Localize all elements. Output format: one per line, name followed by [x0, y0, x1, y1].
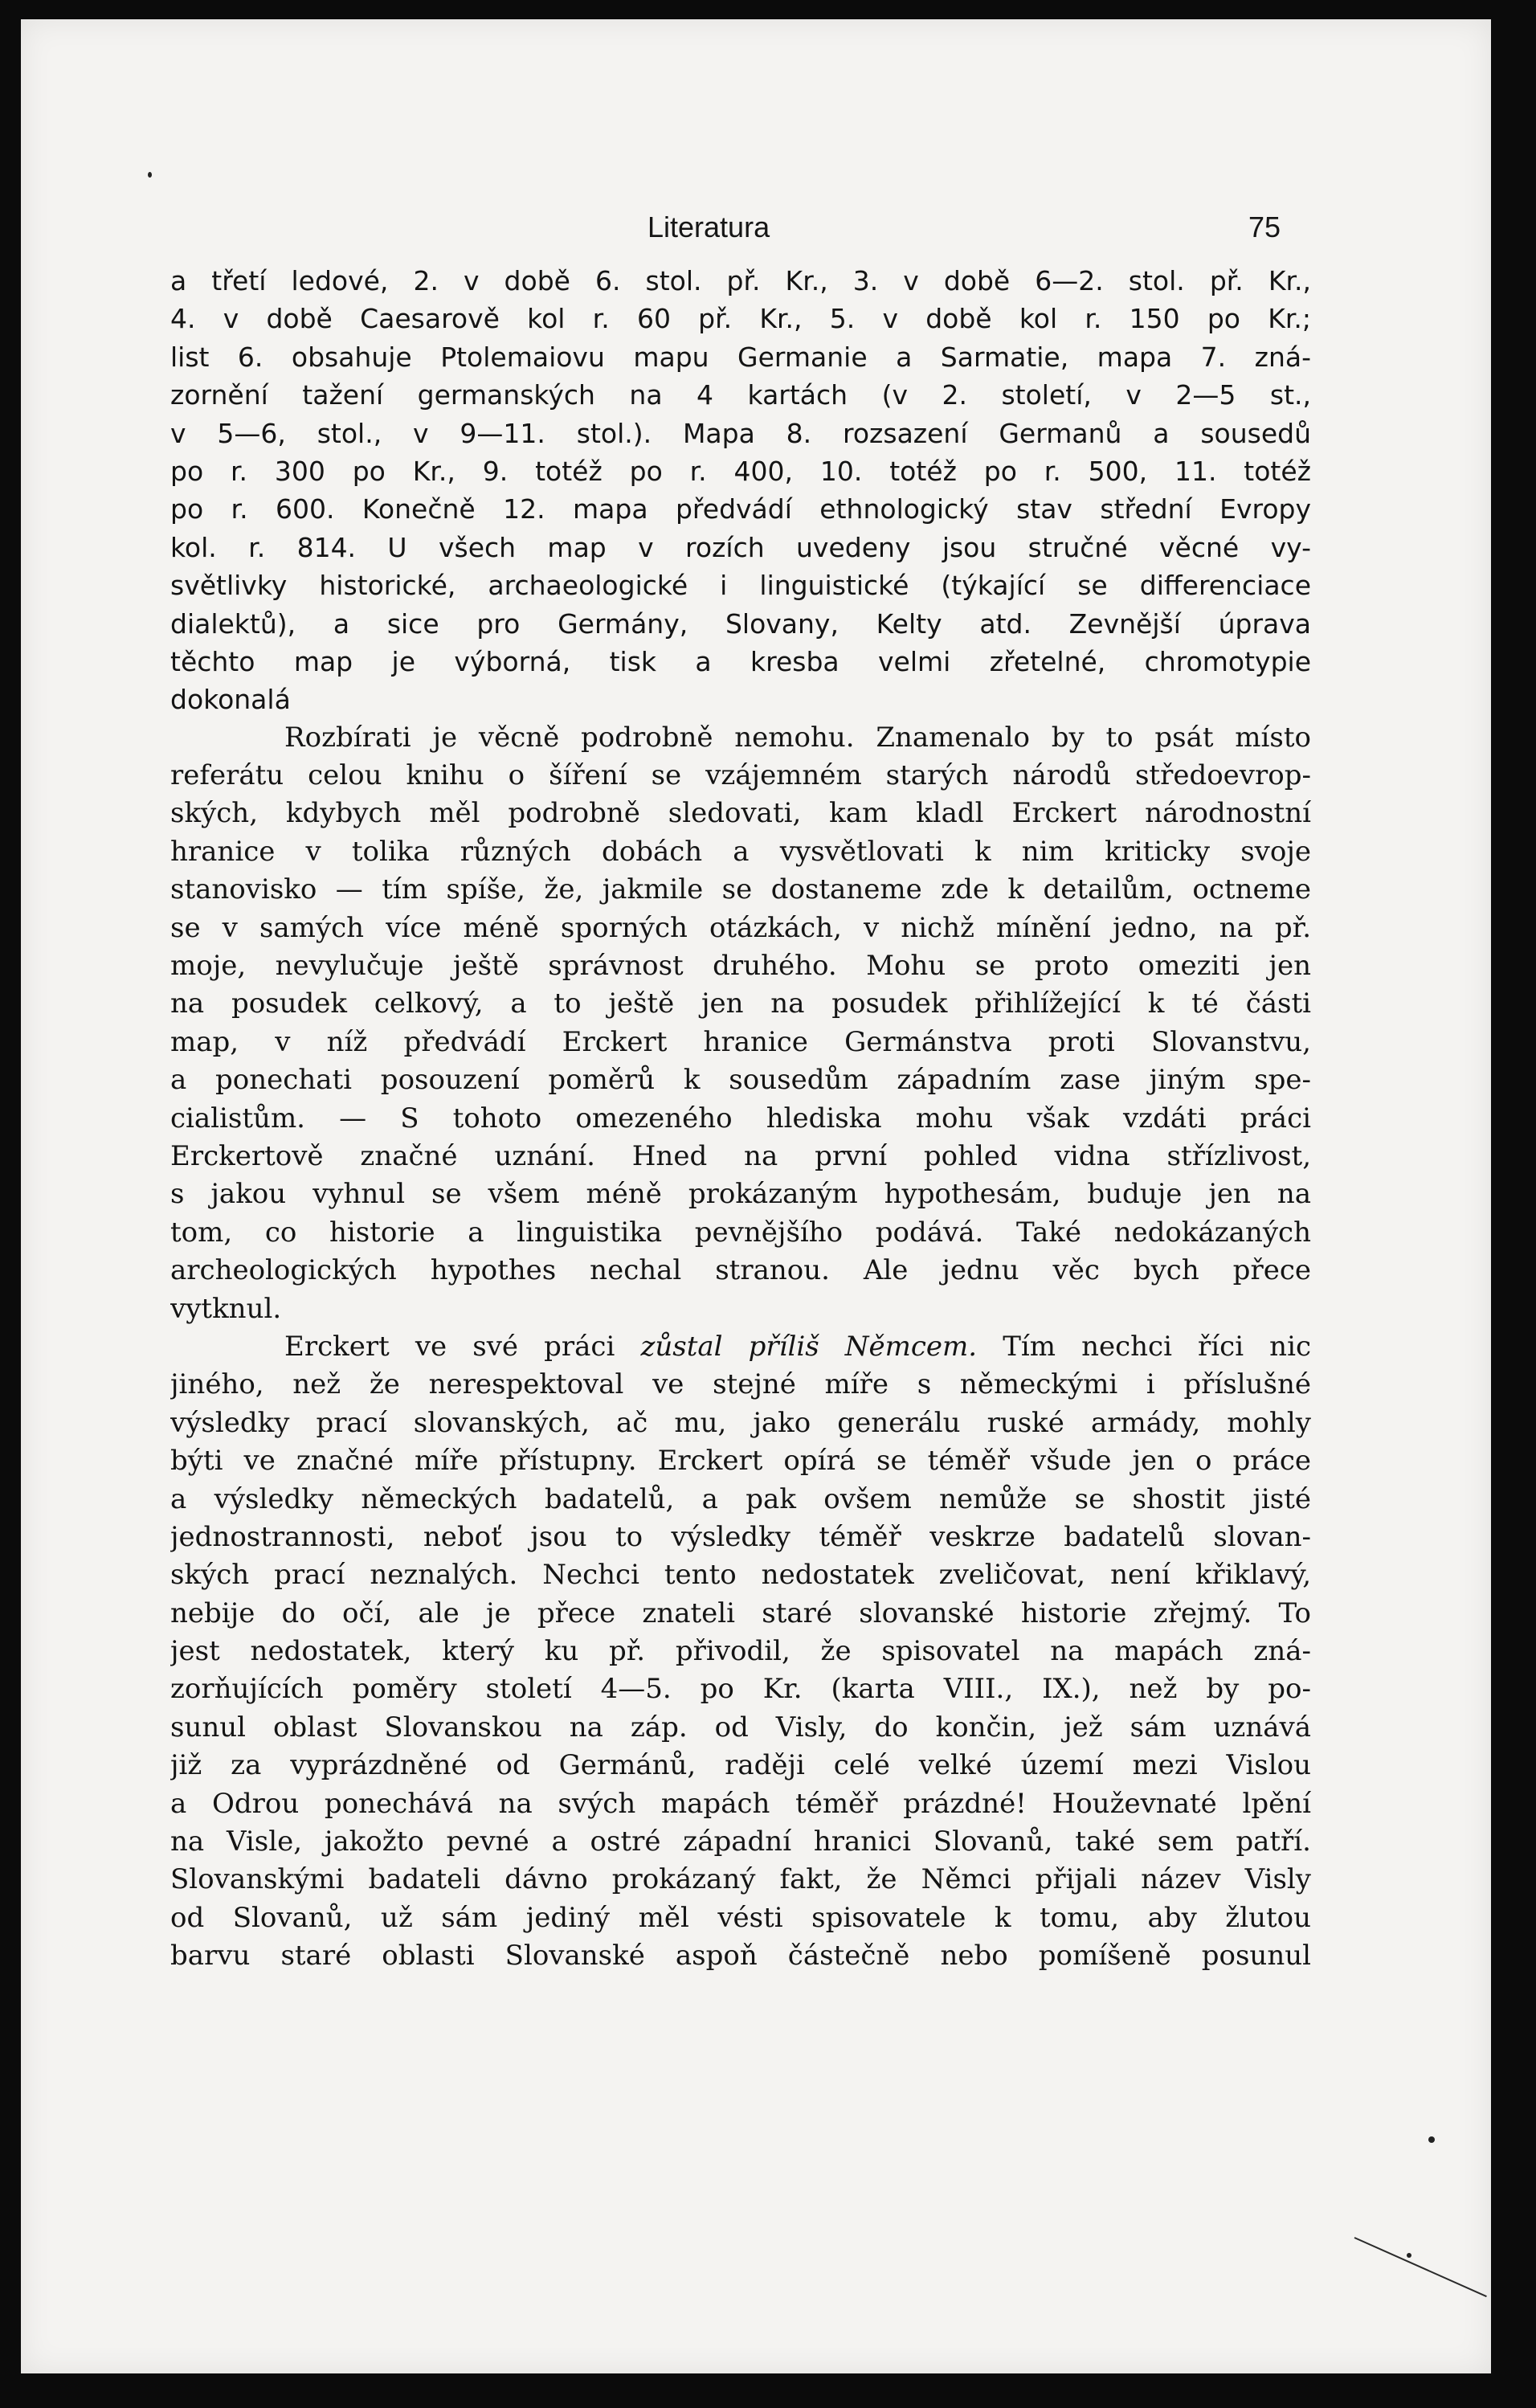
text-line: na Visle, jakožto pevné a ostré západní hranici Slovanů, také sem patří. — [170, 1825, 1311, 1858]
text-line: 4. v době Caesarově kol r. 60 př. Kr., 5. v době kol r. 150 po Kr.; — [170, 303, 1311, 335]
text-line: a výsledky německých badatelů, a pak ovšem nemůže se shostit jisté — [170, 1482, 1311, 1515]
text-line: po r. 600. Konečně 12. mapa předvádí ethnologický stav střední Evropy — [170, 493, 1311, 525]
text-line: Rozbírati je věcně podrobně nemohu. Znamenalo by to psát místo — [284, 721, 1311, 754]
text-line: jiného, než že nerespektoval ve stejné míře s německými i příslušné — [170, 1368, 1311, 1401]
text-line: moje, nevylučuje ještě správnost druhého. Mohu se proto omeziti jen — [170, 950, 1311, 983]
text-line: býti ve značné míře přístupny. Erckert opírá se téměř všude jen o práce — [170, 1445, 1311, 1478]
running-title: Literatura — [647, 211, 770, 243]
text-line: ských, kdybych měl podrobně sledovati, kam kladl Erckert národnostní — [170, 797, 1311, 830]
text-line: Erckertově značné uznání. Hned na první pohled vidna střízlivost, — [170, 1139, 1311, 1172]
scan-speck — [1407, 2253, 1411, 2258]
text-line: jednostrannosti, neboť jsou to výsledky téměř veskrze badatelů slovan- — [170, 1520, 1311, 1553]
scan-speck — [1428, 2136, 1435, 2143]
text-line: tom, co historie a linguistika pevnějšího podává. Také nedokázaných — [170, 1216, 1311, 1249]
text-line: sunul oblast Slovanskou na záp. od Visly, do končin, jež sám uznává — [170, 1711, 1311, 1744]
text-line: v 5—6, stol., v 9—11. stol.). Mapa 8. rozsazení Germanů a sousedů — [170, 417, 1311, 449]
text-line: barvu staré oblasti Slovanské aspoň částečně nebo pomíšeně posunul — [170, 1940, 1311, 1973]
text-line: po r. 300 po Kr., 9. totéž po r. 400, 10. totéž po r. 500, 11. totéž — [170, 455, 1311, 487]
text-fragment: Erckert ve své práci — [284, 1330, 615, 1363]
book-page — [21, 19, 1491, 2373]
text-line: ských prací neznalých. Nechci tento nedostatek zveličovat, není křiklavý, — [170, 1559, 1311, 1592]
text-line — [170, 1328, 1311, 1366]
text-line: list 6. obsahuje Ptolemaiovu mapu Germanie a Sarmatie, mapa 7. zná- — [170, 341, 1311, 373]
margin-pen-stroke — [1354, 2237, 1487, 2297]
text-line: stanovisko — tím spíše, že, jakmile se dostaneme zde k detailům, octneme — [170, 873, 1311, 906]
text-line: těchto map je výborná, tisk a kresba velmi zřetelné, chromotypie — [170, 645, 1311, 677]
page-number: 75 — [1248, 211, 1281, 243]
text-line: dialektů), a sice pro Germány, Slovany, Kelty atd. Zevnější úprava — [170, 607, 1311, 640]
text-line: výsledky prací slovanských, ač mu, jako generálu ruské armády, mohly — [170, 1406, 1311, 1439]
text-line: kol. r. 814. U všech map v rozích uvedeny jsou stručné věcné vy- — [170, 531, 1311, 563]
text-line: a třetí ledové, 2. v době 6. stol. př. Kr., 3. v době 6—2. stol. př. Kr., — [170, 265, 1311, 296]
text-line: s jakou vyhnul se všem méně prokázaným hypothesám, buduje jen na — [170, 1178, 1311, 1211]
text-line: referátu celou knihu o šíření se vzájemném starých národů středoevrop- — [170, 759, 1311, 792]
text-line: dokonalá — [170, 684, 291, 716]
text-line: zorňujících poměry století 4—5. po Kr. (karta VIII., IX.), než by po- — [170, 1673, 1311, 1706]
text-line: již za vyprázdněné od Germánů, raději celé velké území mezi Vislou — [170, 1749, 1311, 1782]
body-text — [170, 262, 1311, 1976]
text-line: map, v níž předvádí Erckert hranice Germánstva proti Slovanstvu, — [170, 1025, 1311, 1058]
scan-speck — [148, 172, 152, 178]
text-line: nebije do očí, ale je přece znateli staré slovanské historie zřejmý. To — [170, 1596, 1311, 1629]
text-line: se v samých více méně sporných otázkách, v nichž mínění jedno, na př. — [170, 911, 1311, 944]
text-line: archeologických hypothes nechal stranou. Ale jednu věc bych přece — [170, 1254, 1311, 1287]
text-line: hranice v tolika různých dobách a vysvětlovati k nim kriticky svoje — [170, 835, 1311, 868]
text-line: světlivky historické, archaeologické i linguistické (týkající se differenciace — [170, 570, 1311, 602]
text-fragment: Tím nechci říci nic — [1003, 1330, 1311, 1363]
text-line: Slovanskými badateli dávno prokázaný fakt, že Němci přijali název Visly — [170, 1863, 1311, 1896]
emphasized-phrase: zůstal příliš Němcem. — [640, 1330, 978, 1363]
page-header — [21, 211, 1491, 259]
text-line: od Slovanů, už sám jediný měl vésti spisovatele k tomu, aby žlutou — [170, 1901, 1311, 1934]
text-line: zornění tažení germanských na 4 kartách (v 2. století, v 2—5 st., — [170, 379, 1311, 411]
text-line: a ponechati posouzení poměrů k sousedům západním zase jiným spe- — [170, 1064, 1311, 1097]
text-line: cialistům. — S tohoto omezeného hlediska mohu však vzdáti práci — [170, 1102, 1311, 1134]
text-line: jest nedostatek, který ku př. přivodil, že spisovatel na mapách zná- — [170, 1635, 1311, 1668]
text-line: vytknul. — [170, 1292, 282, 1325]
text-line: a Odrou ponechává na svých mapách téměř prázdné! Houževnaté lpění — [170, 1787, 1311, 1820]
text-line: na posudek celkový, a to ještě jen na posudek přihlížející k té části — [170, 987, 1311, 1020]
